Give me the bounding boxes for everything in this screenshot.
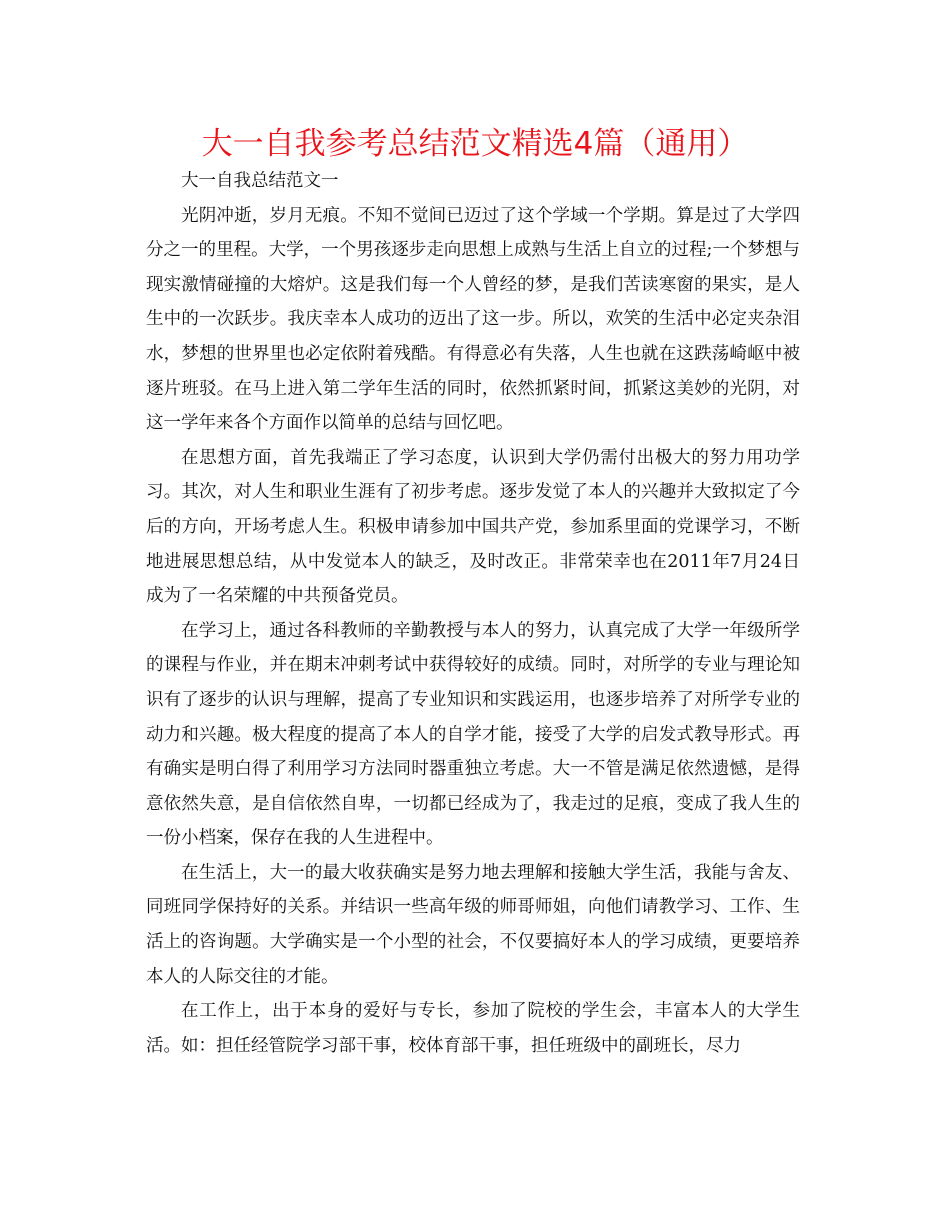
paragraph: 在思想方面，首先我端正了学习态度，认识到大学仍需付出极大的努力用功学习。其次，对人生和职业生涯有了初步考虑。逐步发觉了本人的兴趣并大致拟定了今后的方向，开场考虑人生。积极申请参加中国共产党，参加系里面的党课学习，不断地进展思想总结，从中发觉本人的缺乏，及时改正。非常荣幸也在2011年7月24日成为了一名荣耀的中共预备党员。 xyxy=(146,447,800,607)
section-heading: 大一自我总结范文一 xyxy=(181,171,339,191)
paragraph: 在学习上，通过各科教师的辛勤教授与本人的努力，认真完成了大学一年级所学的课程与作业，并在期末冲刺考试中获得较好的成绩。同时，对所学的专业与理论知识有了逐步的认识与理解，提高了专业知识和实践运用，也逐步培养了对所学专业的动力和兴趣。极大程度的提高了本人的自学才能，接受了大学的启发式教导形式。再有确实是明白得了利用学习方法同时器重独立考虑。大一不管是满足依然遗憾，是得意依然失意，是自信依然自卑，一切都已经成为了，我走过的足痕，变成了我人生的一份小档案，保存在我的人生进程中。 xyxy=(146,620,800,849)
paragraph: 在生活上，大一的最大收获确实是努力地去理解和接触大学生活，我能与舍友、同班同学保持好的关系。并结识一些高年级的师哥师姐，向他们请教学习、工作、生活上的咨询题。大学确实是一个小型的社会，不仅要搞好本人的学习成绩，更要培养本人的人际交往的才能。 xyxy=(146,862,800,987)
document-title: 大一自我参考总结范文精选4篇（通用） xyxy=(201,126,749,162)
paragraph: 在工作上，出于本身的爱好与专长，参加了院校的学生会，丰富本人的大学生活。如：担任经管院学习部干事，校体育部干事，担任班级中的副班长，尽力 xyxy=(146,1001,800,1056)
document-body xyxy=(146,164,800,1063)
paragraph: 光阴冲逝，岁月无痕。不知不觉间已迈过了这个学域一个学期。算是过了大学四分之一的里程。大学，一个男孩逐步走向思想上成熟与生活上自立的过程;一个梦想与现实激情碰撞的大熔炉。这是我们每一个人曾经的梦，是我们苦读寒窗的果实，是人生中的一次跃步。我庆幸本人成功的迈出了这一步。所以，欢笑的生活中必定夹杂泪水，梦想的世界里也必定依附着残酷。有得意必有失落，人生也就在这跌荡崎岖中被逐片班驳。在马上进入第二学年生活的同时，依然抓紧时间，抓紧这美妙的光阴，对这一学年来各个方面作以简单的总结与回忆吧。 xyxy=(146,205,800,434)
